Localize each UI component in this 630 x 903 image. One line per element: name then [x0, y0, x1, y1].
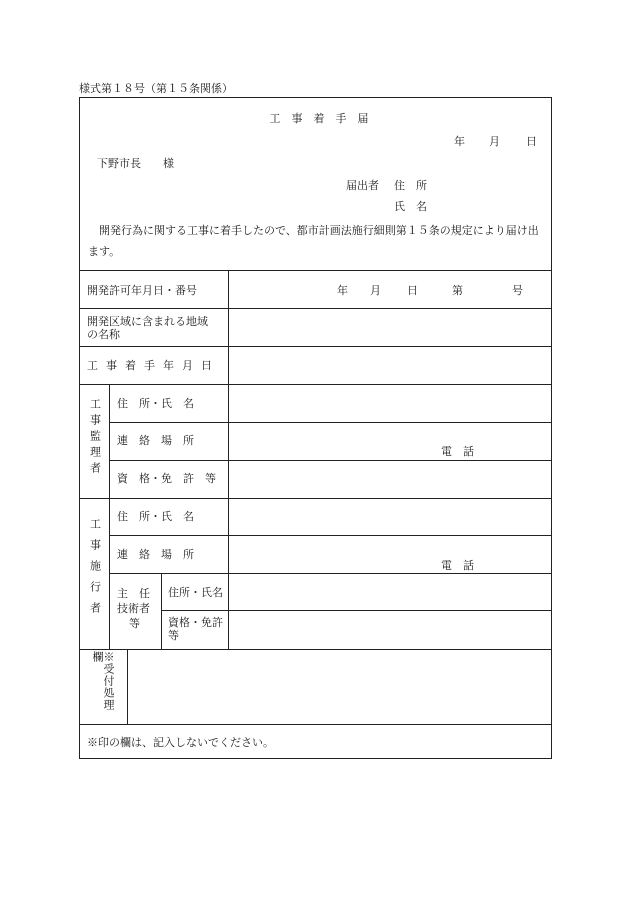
addressee: 下野市長 様: [97, 157, 174, 170]
supervisor-license-label: 資 格・免 許 等: [117, 472, 216, 485]
applicant-name-label: 氏 名: [394, 200, 427, 213]
contractor-phone-label: 電 話: [441, 559, 474, 572]
date-day: 日: [526, 135, 537, 148]
footer-note: ※印の欄は、記入しないでください。: [87, 736, 274, 749]
applicant-address-label: 住 所: [394, 179, 427, 192]
supervisor-contact-label: 連 絡 場 所: [117, 434, 194, 447]
contractor-contact-label: 連 絡 場 所: [117, 548, 194, 561]
contractor-address-name-label: 住 所・氏 名: [117, 510, 194, 523]
permit-year: 年: [337, 284, 348, 297]
area-name-label-line1: 開発区域に含まれる地域: [87, 315, 208, 328]
permit-day: 日: [407, 284, 418, 297]
chief-engineer-label-line2: 技術者: [117, 602, 150, 615]
permit-date-number-label: 開発許可年月日・番号: [87, 284, 197, 297]
chief-license-label-line1: 資格・免許: [168, 616, 223, 629]
supervisor-group-label: 工事監理者: [88, 398, 102, 478]
supervisor-phone-label: 電 話: [441, 445, 474, 458]
date-month: 月: [489, 135, 500, 148]
permit-month: 月: [370, 284, 381, 297]
notification-form: [79, 97, 552, 759]
statement-text: 開発行為に関する工事に着手したので、都市計画法施行細則第１５条の規定により届け出ます。: [88, 224, 539, 258]
form-title: 工 事 着 手 届: [269, 112, 369, 125]
chief-engineer-label-line1: 主 任: [117, 587, 150, 600]
contractor-group-label: 工事施行者: [88, 518, 102, 623]
permit-number-prefix: 第: [452, 284, 463, 297]
chief-license-label-line2: 等: [168, 629, 179, 642]
supervisor-address-name-label: 住 所・氏 名: [117, 397, 194, 410]
applicant-label: 届出者: [346, 179, 379, 192]
date-year: 年: [454, 135, 465, 148]
chief-address-name-label: 住所・氏名: [168, 586, 223, 599]
form-number: 様式第１８号（第１５条関係）: [79, 82, 233, 95]
area-name-label-line2: の名称: [87, 328, 120, 341]
permit-number-suffix: 号: [512, 284, 523, 297]
start-date-label: 工事着手年月日: [87, 359, 220, 372]
reception-label: ※受付処理欄: [91, 651, 115, 711]
chief-engineer-label-line3: 等: [129, 617, 140, 630]
